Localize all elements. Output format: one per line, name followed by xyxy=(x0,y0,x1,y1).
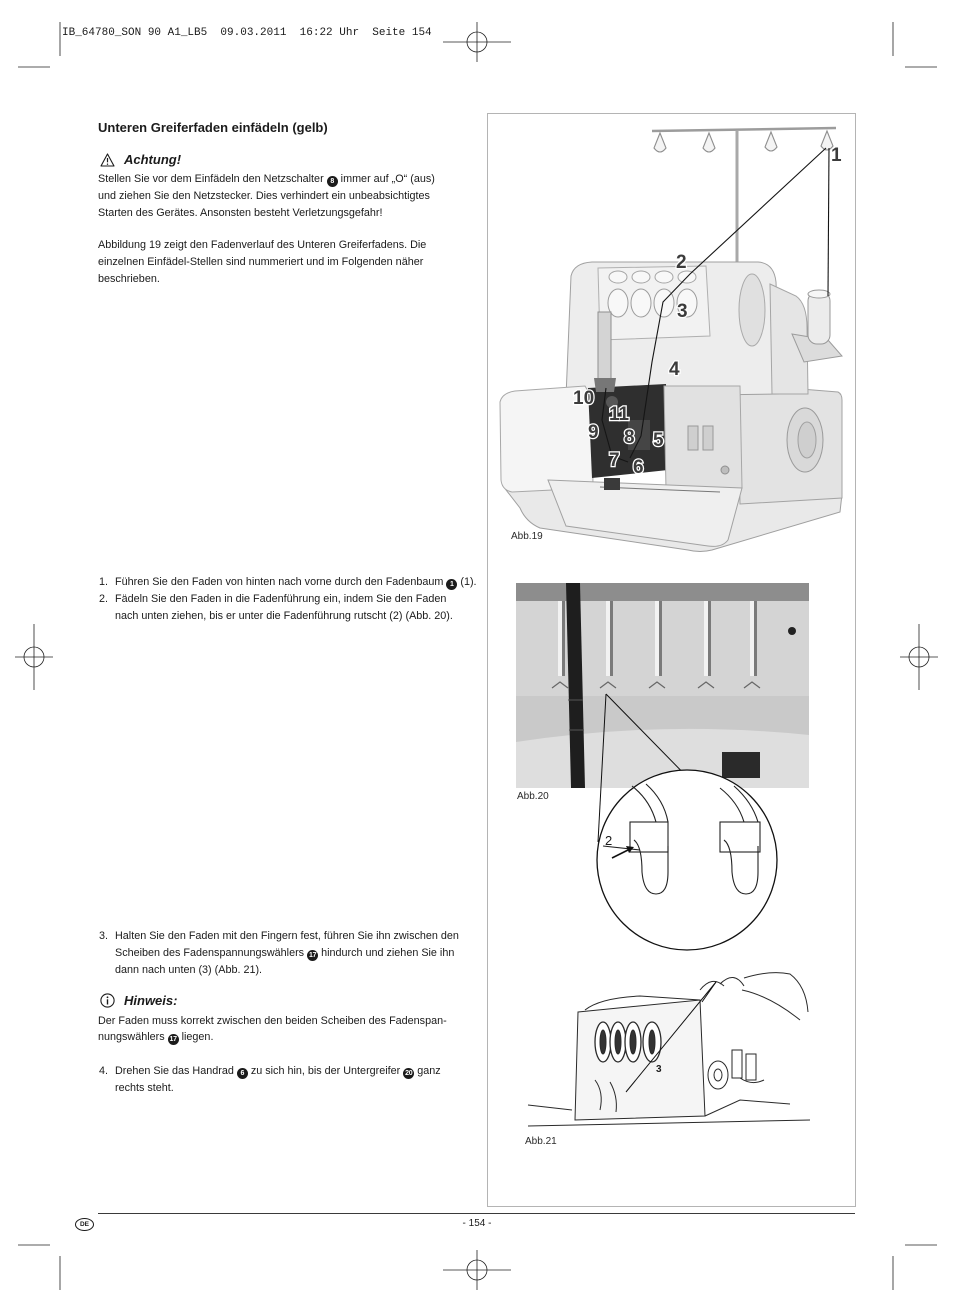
thread-guide-detail-inset xyxy=(597,770,777,950)
step-number: 4. xyxy=(99,1065,109,1077)
intro-line: Abbildung 19 zeigt den Fadenverlauf des Unteren Greiferfadens. Die xyxy=(98,239,427,251)
threading-label-8: 8 xyxy=(624,427,635,448)
thread-guide-photo xyxy=(516,583,809,788)
registration-mark-right xyxy=(900,624,938,690)
intro-paragraph xyxy=(98,237,426,288)
warning-triangle-icon xyxy=(100,153,115,167)
text-segment: nungswählers xyxy=(98,1031,168,1043)
hand-drawing xyxy=(700,973,808,1020)
threading-label-1: 1 xyxy=(831,145,842,166)
figure-20-illustration xyxy=(514,581,814,953)
text-segment: Stellen Sie vor dem Einfädeln den Netzschalter xyxy=(98,173,327,185)
warning-line: Starten des Gerätes. Ansonsten besteht Verletzungsgefahr! xyxy=(98,207,383,219)
registration-mark-top xyxy=(443,22,511,62)
threading-label-7: 7 xyxy=(609,450,620,471)
step-3-text xyxy=(115,928,459,979)
step-line: nach unten ziehen, bis er unter die Fadenführung rutscht (2) (Abb. 20). xyxy=(115,610,453,622)
tension-dial-number-badge: 17 xyxy=(169,1036,177,1043)
text-segment: Führen Sie den Faden von hinten nach vorne durch den Fadenbaum xyxy=(115,576,447,588)
warning-line: und ziehen Sie den Netzstecker. Dies verhindert ein unbeabsichtigtes xyxy=(98,190,430,202)
step-line: Halten Sie den Faden mit den Fingern fest, führen Sie ihn zwischen den xyxy=(115,930,459,942)
text-segment: zu sich hin, bis der Untergreifer xyxy=(247,1065,404,1077)
crop-mark-top-right xyxy=(893,22,937,67)
inset-label-2: 2 xyxy=(605,833,613,848)
footer-divider xyxy=(98,1213,855,1214)
figure-19-caption: Abb.19 xyxy=(511,531,543,542)
note-line xyxy=(98,1029,447,1045)
lower-looper-number-badge: 20 xyxy=(405,1070,413,1077)
step-line xyxy=(115,574,477,591)
serger-machine xyxy=(500,262,842,552)
language-badge: DE xyxy=(75,1218,94,1231)
note-label: Hinweis: xyxy=(124,993,178,1008)
print-slug: IB_64780_SON 90 A1_LB5 09.03.2011 16:22 Uhr Seite 154 xyxy=(62,27,432,39)
step-line xyxy=(115,1063,441,1080)
step-number: 1. xyxy=(99,576,109,588)
page-number: - 154 - xyxy=(462,1218,492,1229)
tension-dial-number-badge: 17 xyxy=(308,952,317,959)
power-switch-number-badge: 8 xyxy=(327,176,338,187)
crop-mark-top-left xyxy=(18,22,60,67)
threading-label-6: 6 xyxy=(633,457,644,478)
thread-stand-number-badge: 1 xyxy=(446,579,457,590)
threading-label-5: 5 xyxy=(653,430,664,451)
crop-mark-bottom-left xyxy=(18,1245,60,1290)
handwheel-number-badge: 6 xyxy=(237,1068,248,1079)
step-line: Fädeln Sie den Faden in die Fadenführung ein, indem Sie den Faden xyxy=(115,593,447,605)
text-segment: liegen. xyxy=(178,1031,214,1043)
text-segment: ganz xyxy=(414,1065,441,1077)
figure-21-caption: Abb.21 xyxy=(525,1136,557,1147)
note-line: Der Faden muss korrekt zwischen den beiden Scheiben des Fadenspan- xyxy=(98,1015,447,1027)
registration-mark-left xyxy=(15,624,53,690)
step-number: 2. xyxy=(99,593,109,605)
crop-mark-bottom-right xyxy=(893,1245,937,1290)
intro-line: beschrieben. xyxy=(98,273,160,285)
step-line xyxy=(115,945,459,962)
threading-label-11: 11 xyxy=(609,404,630,425)
section-title: Unteren Greiferfaden einfädeln (gelb) xyxy=(98,120,328,135)
note-text xyxy=(98,1013,447,1045)
threading-label-10: 10 xyxy=(573,388,595,409)
step-4-text xyxy=(115,1063,441,1097)
text-segment: hindurch und ziehen Sie ihn xyxy=(318,947,455,959)
threading-label-9: 9 xyxy=(588,422,599,443)
text-segment: Drehen Sie das Handrad xyxy=(115,1065,237,1077)
threading-label-3: 3 xyxy=(677,301,688,322)
warning-line xyxy=(98,171,435,188)
step-number: 3. xyxy=(99,930,109,942)
tension-dial-drawing xyxy=(528,996,810,1126)
step-line: dann nach unten (3) (Abb. 21). xyxy=(115,964,263,976)
warning-text xyxy=(98,171,435,222)
threading-label-4: 4 xyxy=(669,359,680,380)
figure-21-label-3: 3 xyxy=(656,1064,662,1075)
step-2-text xyxy=(115,591,453,625)
figure-20-caption: Abb.20 xyxy=(517,791,549,802)
figure-19-illustration xyxy=(495,120,855,552)
intro-line: einzelnen Einfädel-Stellen sind nummeriert und im Folgenden näher xyxy=(98,256,424,268)
text-segment: Scheiben des Fadenspannungswählers xyxy=(115,947,308,959)
step-line: rechts steht. xyxy=(115,1082,174,1094)
info-icon xyxy=(100,993,115,1008)
figure-21-illustration xyxy=(520,960,815,1132)
step-1-text xyxy=(115,574,477,591)
text-segment: immer auf „O“ (aus) xyxy=(337,173,435,185)
text-segment: (1). xyxy=(457,576,477,588)
threading-label-2: 2 xyxy=(676,252,687,273)
warning-label: Achtung! xyxy=(124,152,182,167)
registration-mark-bottom xyxy=(443,1250,511,1290)
